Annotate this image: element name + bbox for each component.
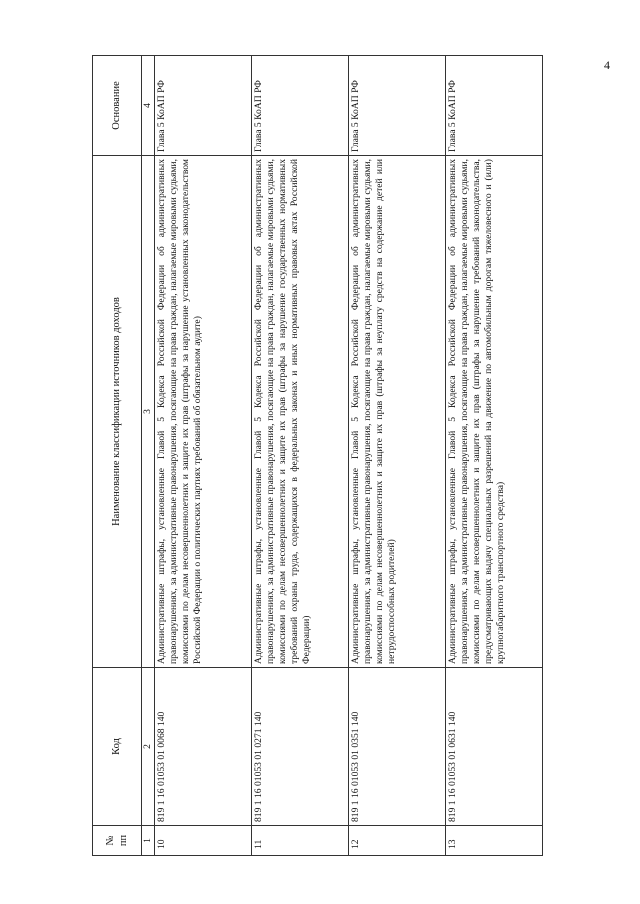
row-basis: Глава 5 КоАП РФ [154,56,251,156]
row-code: 819 1 16 01053 01 0351 140 [348,668,445,826]
row-basis: Глава 5 КоАП РФ [348,56,445,156]
table-row [348,56,445,856]
row-code: 819 1 16 01053 01 0271 140 [251,668,348,826]
table-row [251,56,348,856]
row-number: 13 [445,826,542,856]
column-number: 1 [142,826,155,856]
income-classification-table-container [92,56,562,856]
header-name: Наименование классификации источников доходов [93,156,142,668]
header-basis: Основание [93,56,142,156]
row-code: 819 1 16 01053 01 0631 140 [445,668,542,826]
page-number: 4 [604,58,610,72]
row-description: Административные штрафы, установленные Главой 5 Кодекса Российской Федерации об административных правонарушениях, за административные правонарушения, посягающие на права граждан, налагаемые мировыми судьями, комиссиями по делам несовершеннолетних и защите их прав (штрафы за нарушение государственных нормативных требований охраны труда, содержащихся в федеральных законах и иных нормативных правовых актах Российской Федерации) [251,156,348,668]
row-number: 10 [154,826,251,856]
row-number: 11 [251,826,348,856]
row-basis: Глава 5 КоАП РФ [251,56,348,156]
column-number-row [142,56,155,856]
table-header-row [93,56,142,856]
column-number: 4 [142,56,155,156]
header-num: № пп [93,826,142,856]
table-row [154,56,251,856]
row-basis: Глава 5 КоАП РФ [445,56,542,156]
row-code: 819 1 16 01053 01 0068 140 [154,668,251,826]
row-description: Административные штрафы, установленные Главой 5 Кодекса Российской Федерации об административных правонарушениях, за административные правонарушения, посягающие на права граждан, налагаемые мировыми судьями, комиссиями по делам несовершеннолетних и защите их прав (штрафы за неуплату средств на содержание детей или нетрудоспособных родителей) [348,156,445,668]
table-row [445,56,542,856]
column-number: 3 [142,156,155,668]
row-description: Административные штрафы, установленные Главой 5 Кодекса Российской Федерации об административных правонарушениях, за административные правонарушения, посягающие на права граждан, налагаемые мировыми судьями, комиссиями по делам несовершеннолетних и защите их прав (штрафы за нарушение установленных законодательством Российской Федерации о политических партиях требований об обязательном аудите) [154,156,251,668]
row-description: Административные штрафы, установленные Главой 5 Кодекса Российской Федерации об административных правонарушениях, за административные правонарушения, посягающие на права граждан, налагаемые мировыми судьями, комиссиями по делам несовершеннолетних и защите их прав (штрафы за нарушение требований законодательства, предусматривающих выдачу специальных разрешений на движение по автомобильным дорогам тяжеловесного и (или) крупногабаритного транспортного средства) [445,156,542,668]
column-number: 2 [142,668,155,826]
income-classification-table [92,55,543,856]
header-code: Код [93,668,142,826]
row-number: 12 [348,826,445,856]
